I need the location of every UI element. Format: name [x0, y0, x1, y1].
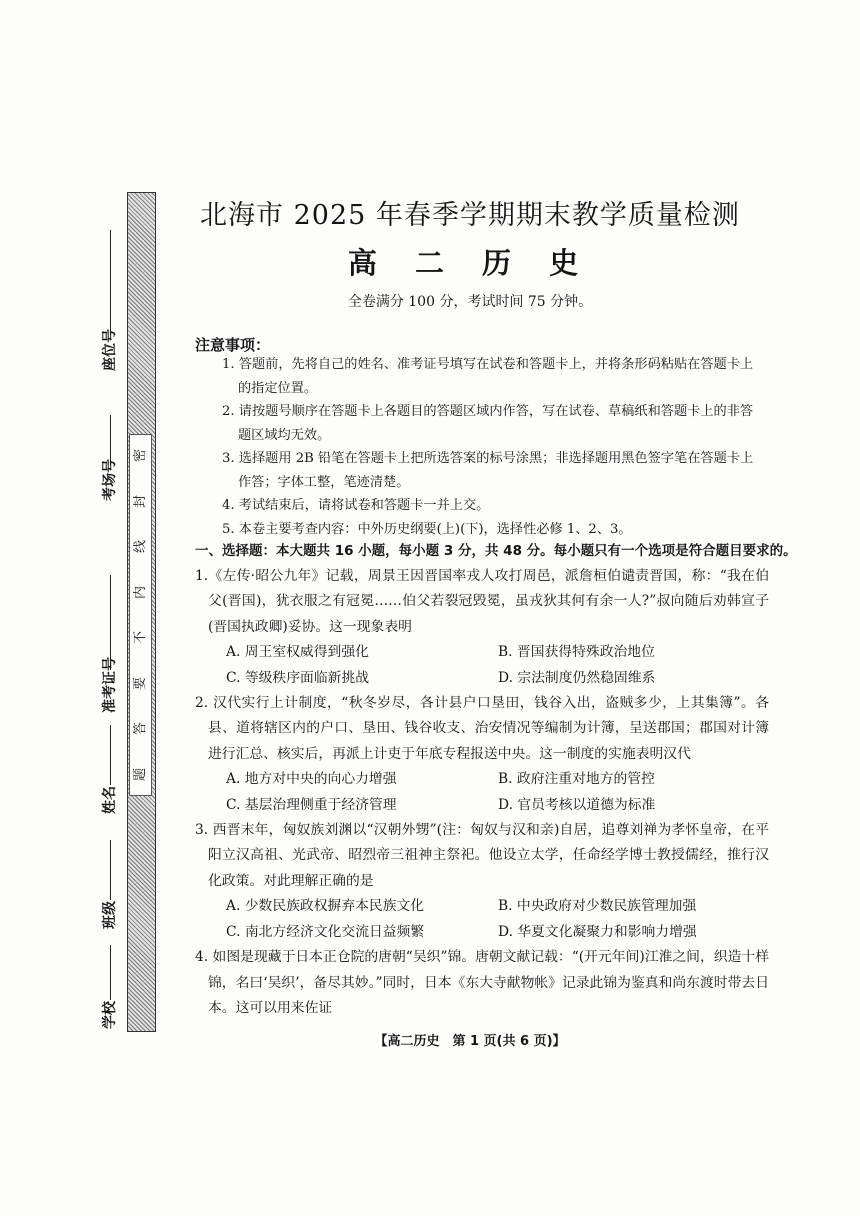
question-1	[195, 564, 769, 691]
option-b[interactable]: B. 晋国获得特殊政治地位	[498, 644, 655, 661]
seal-char: 内	[132, 585, 148, 599]
note-item: 1. 答题前，先将自己的姓名、准考证号填写在试卷和答题卡上，并将条形码粘贴在答题卡上的指定位置。	[222, 357, 754, 396]
fill-line	[110, 945, 111, 1000]
question-3	[195, 818, 769, 945]
question-2	[195, 691, 769, 818]
field-label: 班级	[102, 901, 118, 929]
seal-char: 封	[132, 494, 148, 508]
note-item: 3. 选择题用 2B 铅笔在答题卡上把所选答案的标号涂黑；非选择题用黑色签字笔在答题卡上作答；字体工整，笔迹清楚。	[222, 451, 754, 490]
seal-char: 题	[132, 767, 148, 781]
option-c[interactable]: C. 等级秩序面临新挑战	[226, 669, 370, 686]
option-d[interactable]: D. 华夏文化凝聚力和影响力增强	[498, 923, 697, 940]
option-a[interactable]: A. 地方对中央的向心力增强	[226, 771, 397, 788]
school-field[interactable]	[100, 935, 120, 1030]
seat-number-field[interactable]	[100, 200, 120, 371]
question-stem: 2. 汉代实行上计制度，“秋冬岁尽，各计县户口垦田，钱谷入出，盗贼多少，上其集簿”。各县、道将辖区内的户口、垦田、钱谷收支、治安情况等编制为计簿，呈送郡国；郡国对计簿进行汇总、核实后，再派上计吏于年底专程报送中央。这一制度的实施表明汉代	[195, 695, 769, 762]
field-label: 姓名	[102, 786, 118, 814]
seal-char: 不	[132, 631, 148, 645]
admission-ticket-field[interactable]	[100, 520, 120, 713]
question-stem: 1.《左传·昭公九年》记载，周景王因晋国率戎人攻打周邑，派詹桓伯谴责晋国，称：“我在伯父(晋国)，犹衣服之有冠冕……伯父若裂冠毁冕，虽戎狄其何有余一人?”叔向随后劝韩宣子(晋国执政卿)妥协。这一现象表明	[195, 568, 769, 635]
page-footer: 【高二历史 第 1 页(共 6 页)】	[374, 1034, 566, 1049]
field-label: 座位号	[102, 329, 118, 371]
question-stem: 3. 西晋末年，匈奴族刘渊以“汉朝外甥”(注：匈奴与汉和亲)自居，追尊刘禅为孝怀皇帝，在平阳立汉高祖、光武帝、昭烈帝三祖神主祭祀。他设立太学，任命经学博士教授儒经，推行汉化政策。对此理解正确的是	[195, 822, 769, 889]
exam-room-field[interactable]	[100, 385, 120, 501]
name-field[interactable]	[100, 705, 120, 815]
option-d[interactable]: D. 官员考核以道德为标准	[498, 796, 656, 813]
question-list	[195, 564, 769, 1021]
section-heading: 一、选择题：本大题共 16 小题，每小题 3 分，共 48 分。每小题只有一个选项是符合题目要求的。	[195, 543, 797, 559]
option-c[interactable]: C. 基层治理侧重于经济管理	[226, 796, 397, 813]
subject-title: 高 二 历 史	[347, 246, 593, 280]
question-stem: 4. 如图是现藏于日本正仓院的唐朝“吴织”锦。唐朝文献记载：“(开元年间)江淮之间，织造十样锦，名曰‘吴织’，备尽其妙。”同时，日本《东大寺献物帐》记录此锦为鉴真和尚东渡时带去日本。这可以用来佐证	[195, 949, 769, 1016]
seal-char: 答	[132, 722, 148, 736]
class-field[interactable]	[100, 820, 120, 930]
field-label: 考场号	[102, 459, 118, 501]
notes-heading: 注意事项：	[195, 336, 271, 354]
note-item: 4. 考试结束后，请将试卷和答题卡一并上交。	[222, 498, 490, 513]
option-b[interactable]: B. 政府注重对地方的管控	[498, 771, 655, 788]
option-d[interactable]: D. 宗法制度仍然稳固维系	[498, 669, 656, 686]
fill-line	[110, 230, 111, 335]
option-b[interactable]: B. 中央政府对少数民族管理加强	[498, 898, 697, 915]
field-label: 学校	[102, 1001, 118, 1029]
question-4	[195, 945, 769, 1021]
option-grid	[195, 767, 769, 818]
score-time-line: 全卷满分 100 分，考试时间 75 分钟。	[347, 294, 593, 310]
seal-char: 密	[132, 448, 148, 463]
seal-line-notice	[129, 434, 152, 796]
notes-list	[222, 353, 762, 541]
exam-title: 北海市 2025 年春季学期期末教学质量检测	[200, 200, 740, 231]
note-item: 5. 本卷主要考查内容：中外历史纲要(上)(下)，选择性必修 1、2、3。	[222, 521, 632, 537]
fill-line	[110, 415, 111, 465]
seal-char: 线	[132, 540, 148, 554]
option-c[interactable]: C. 南北方经济文化交流日益频繁	[226, 923, 425, 940]
note-item: 2. 请按题号顺序在答题卡上各题目的答题区域内作答，写在试卷、草稿纸和答题卡上的非答题区域均无效。	[222, 404, 754, 443]
option-a[interactable]: A. 周王室权威得到强化	[226, 644, 369, 661]
fill-line	[110, 840, 111, 900]
option-a[interactable]: A. 少数民族政权摒弃本民族文化	[226, 898, 425, 915]
field-label: 准考证号	[102, 657, 118, 713]
option-grid	[195, 640, 769, 691]
seal-char: 要	[132, 676, 148, 690]
fill-line	[110, 575, 111, 670]
fill-line	[110, 725, 111, 785]
option-grid	[195, 894, 769, 945]
